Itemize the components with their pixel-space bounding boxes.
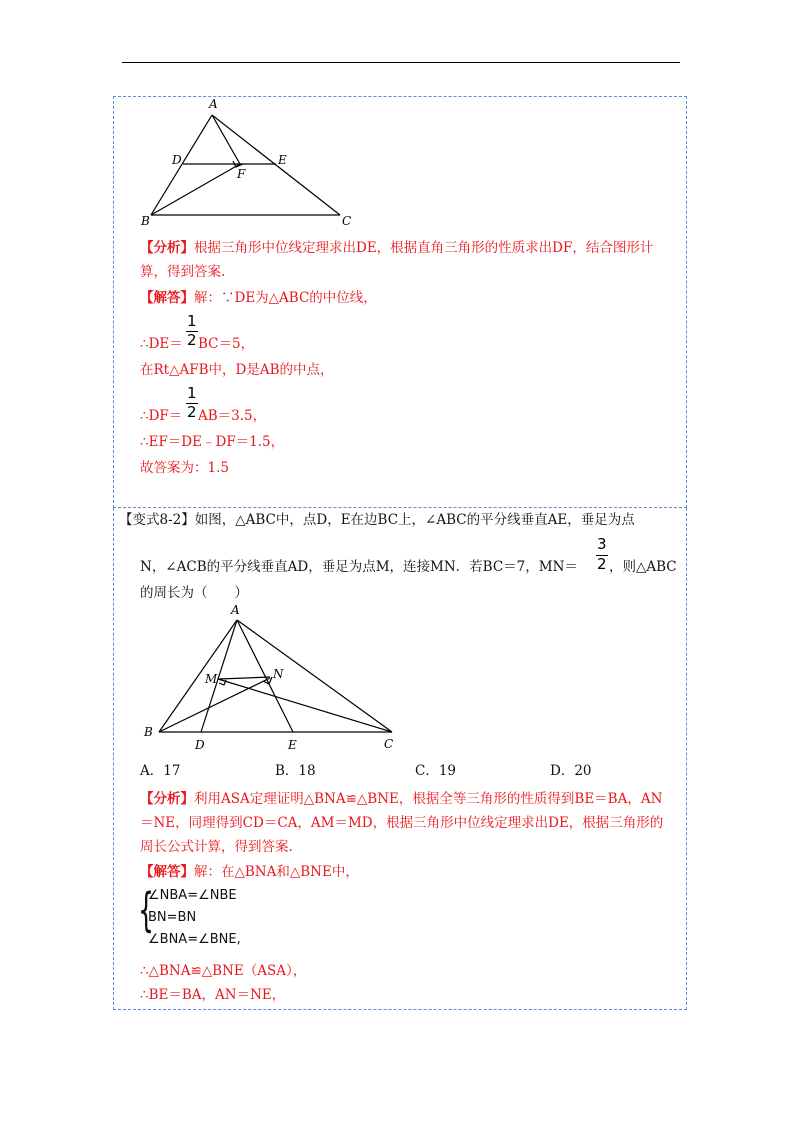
step-2: 在Rt△AFB中，D是AB的中点， bbox=[140, 362, 334, 378]
step-4: ∴EF＝DE﹣DF＝1.5， bbox=[140, 434, 285, 450]
label-D: D bbox=[172, 153, 182, 167]
fraction-denominator-2: 2 bbox=[187, 403, 197, 421]
label-B: B bbox=[141, 214, 150, 228]
triangle-figure-2 bbox=[135, 604, 405, 754]
analysis2-line-3: 周长公式计算，得到答案. bbox=[140, 839, 293, 855]
header-rule bbox=[122, 62, 680, 63]
label-M2: M bbox=[205, 672, 218, 686]
fraction-numerator-2: 1 bbox=[187, 384, 197, 402]
label-C: C bbox=[342, 214, 352, 228]
label-E2: E bbox=[288, 738, 297, 752]
option-a: A．17 bbox=[140, 763, 181, 779]
answer-line: 【解答】解：∵DE为△ABC的中位线， bbox=[140, 290, 377, 306]
system-line-3: ∠BNA=∠BNE, bbox=[148, 932, 241, 947]
step-3-prefix: ∴DF＝ bbox=[140, 408, 183, 424]
system-line-2: BN=BN bbox=[148, 910, 197, 925]
question-line-2a: N，∠ACB的平分线垂直AD，垂足为点M，连接MN．若BC＝7，MN＝ bbox=[140, 559, 578, 575]
label-F: F bbox=[237, 167, 246, 181]
answer2-line: 【解答】解：在△BNA和△BNE中， bbox=[140, 864, 359, 880]
label-C2: C bbox=[384, 737, 394, 751]
step-1-suffix: BC＝5， bbox=[198, 336, 255, 352]
question-line-2b: ，则△ABC bbox=[609, 559, 677, 575]
label-A2: A bbox=[231, 604, 240, 617]
option-d: D．20 bbox=[550, 763, 592, 779]
step-3-suffix: AB＝3.5， bbox=[198, 408, 267, 424]
label-D2: D bbox=[195, 738, 205, 752]
option-c: C．19 bbox=[415, 763, 457, 779]
question-line-3: 的周长为（ ） bbox=[140, 585, 248, 601]
question-line-1: 【变式8-2】如图，△ABC中，点D，E在边BC上，∠ABC的平分线垂直AE，垂足为点 bbox=[119, 512, 635, 528]
label-B2: B bbox=[144, 725, 153, 739]
option-b: B．18 bbox=[275, 763, 316, 779]
fraction-denominator-3: 2 bbox=[597, 555, 607, 573]
step-1-prefix: ∴DE＝ bbox=[140, 336, 183, 352]
analysis2-line-2: ＝NE，同理得到CD＝CA，AM＝MD，根据三角形中位线定理求出DE，根据三角形的 bbox=[140, 815, 664, 831]
analysis-line-2: 算，得到答案. bbox=[140, 264, 226, 280]
analysis-line-1: 【分析】根据三角形中位线定理求出DE，根据直角三角形的性质求出DF，结合图形计 bbox=[140, 240, 654, 256]
step2-1: ∴△BNA≌△BNE（ASA）， bbox=[140, 963, 307, 979]
analysis2-line-1: 【分析】利用ASA定理证明△BNA≌△BNE，根据全等三角形的性质得到BE＝BA，AN bbox=[140, 791, 663, 807]
label-N2: N bbox=[273, 667, 284, 681]
triangle-figure-1 bbox=[135, 95, 365, 230]
fraction-numerator-3: 3 bbox=[597, 535, 607, 553]
label-E: E bbox=[278, 153, 287, 167]
fraction-denominator-1: 2 bbox=[187, 331, 197, 349]
system-line-1: ∠NBA=∠NBE bbox=[148, 888, 237, 903]
step2-2: ∴BE＝BA，AN＝NE， bbox=[140, 987, 286, 1003]
system-brace: { bbox=[138, 883, 155, 937]
fraction-numerator-1: 1 bbox=[187, 312, 197, 330]
label-A: A bbox=[209, 97, 218, 111]
final-answer: 故答案为：1.5 bbox=[140, 460, 229, 476]
